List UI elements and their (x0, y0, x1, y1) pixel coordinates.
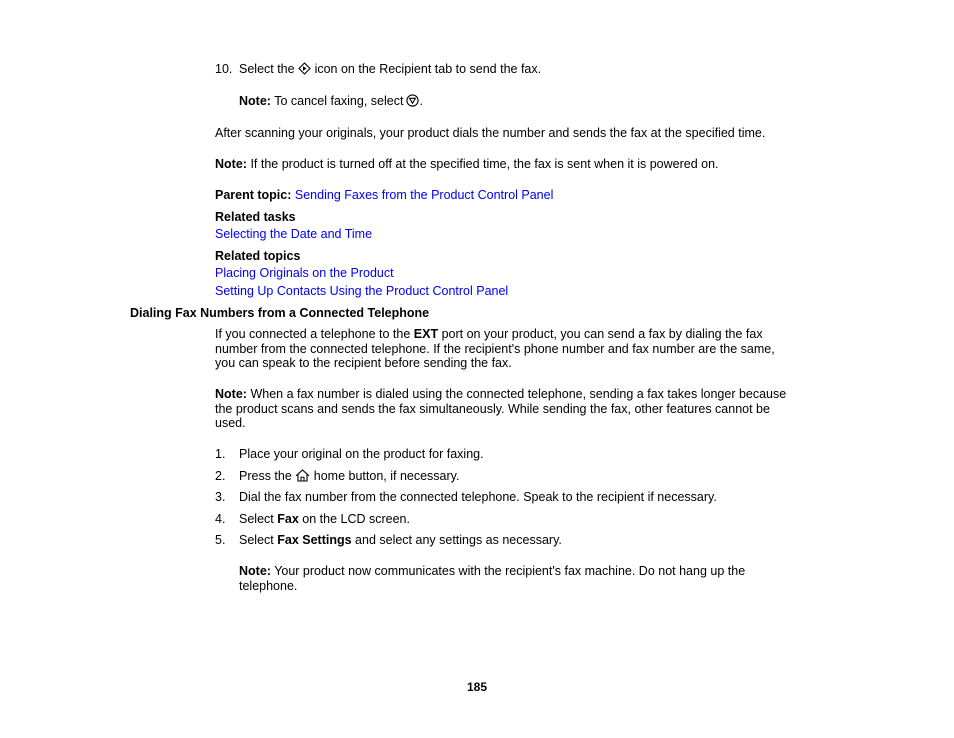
step-10-text: Select the icon on the Recipient tab to send the fax. (239, 62, 542, 76)
note-telephone (215, 387, 820, 431)
related-tasks-heading: Related tasks (215, 210, 296, 224)
step-5-text: Select Fax Settings and select any settings as necessary. (239, 533, 562, 547)
parent-topic-link[interactable]: Sending Faxes from the Product Control Panel (294, 188, 554, 202)
start-diamond-icon (298, 62, 311, 75)
step-2-text: Press the home button, if necessary. (239, 469, 460, 483)
step-4-text: Select Fax on the LCD screen. (239, 512, 410, 526)
home-icon (295, 469, 310, 482)
link-setting-up-contacts[interactable]: Setting Up Contacts Using the Product Control Panel (215, 284, 509, 298)
related-topic-link-2 (215, 284, 820, 299)
note-hang-up (239, 564, 799, 593)
step-3-text: Dial the fax number from the connected telephone. Speak to the recipient if necessary. (239, 490, 717, 504)
step-number: 2. (215, 469, 226, 483)
related-task-link (215, 227, 820, 242)
link-placing-originals[interactable]: Placing Originals on the Product (215, 266, 394, 280)
intro-line-1: If you connected a telephone to the EXT port on your product, you can send a fax by dialing the fax (215, 327, 763, 341)
note-hang-up-line-2: telephone. (239, 578, 298, 593)
section-heading: Dialing Fax Numbers from a Connected Telephone (130, 306, 430, 320)
intro-line-3: you can speak to the recipient before sending the fax. (215, 356, 512, 371)
related-topic-link-1 (215, 266, 820, 281)
page-number: 185 (466, 680, 488, 694)
intro-line-2: number from the connected telephone. If the recipient's phone number and fax number are the same, (215, 341, 775, 356)
parent-topic: Parent topic: Sending Faxes from the Product Control Panel (215, 188, 554, 202)
intro-paragraph (215, 327, 820, 371)
note-telephone-line-1: Note: When a fax number is dialed using the connected telephone, sending a fax takes longer because (215, 387, 787, 401)
note-powered-off: Note: If the product is turned off at the specified time, the fax is sent when it is powered on. (215, 157, 719, 171)
note-telephone-line-3: used. (215, 416, 246, 431)
related-topics-heading: Related topics (215, 249, 301, 263)
step-number: 4. (215, 512, 226, 526)
step-number: 1. (215, 447, 226, 461)
link-selecting-date-time[interactable]: Selecting the Date and Time (215, 227, 373, 241)
stop-icon (406, 94, 419, 107)
note-telephone-line-2: the product scans and sends the fax simultaneously. While sending the fax, other features cannot be (215, 401, 770, 416)
note-cancel: Note: To cancel faxing, select . (239, 94, 423, 108)
after-scan-paragraph: After scanning your originals, your product dials the number and sends the fax at the specified time. (215, 126, 766, 140)
step-number: 5. (215, 533, 226, 547)
step-number: 3. (215, 490, 226, 504)
note-hang-up-line-1: Note: Your product now communicates with the recipient's fax machine. Do not hang up the (239, 564, 746, 578)
step-number: 10. (215, 62, 233, 76)
step-1-text: Place your original on the product for faxing. (239, 447, 484, 461)
